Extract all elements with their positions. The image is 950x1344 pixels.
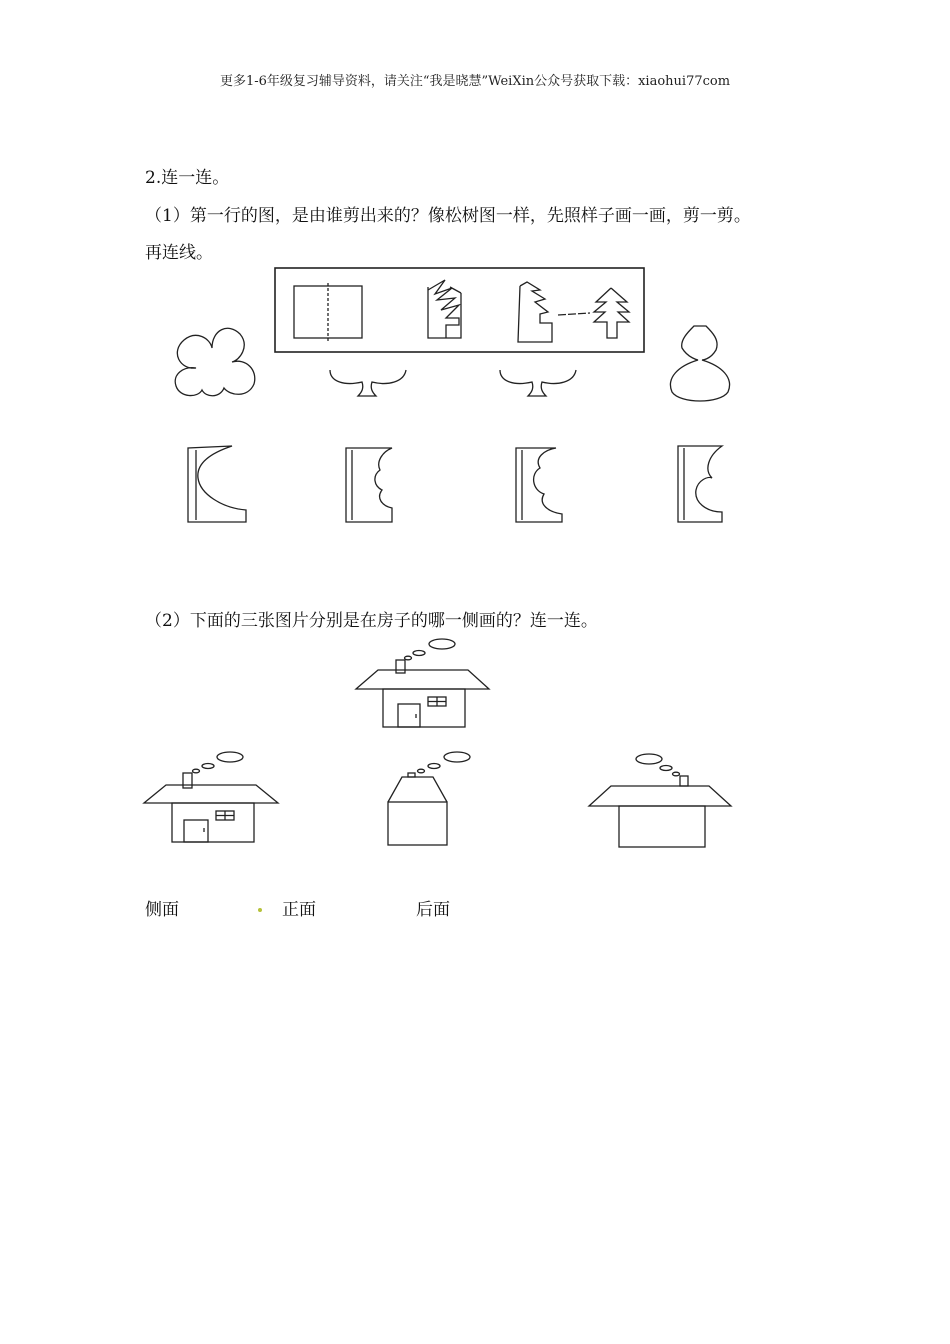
- page-header: 更多1-6年级复习辅导资料，请关注“我是晓慧”WeiXin公众号获取下载：xiaohui77com: [219, 74, 731, 89]
- question-1-line-1: （1）第一行的图，是由谁剪出来的？像松树图一样，先照样子画一画，剪一剪。: [145, 206, 751, 226]
- question-1-line-2: 再连线。: [145, 243, 213, 263]
- label-back: 后面: [416, 900, 450, 920]
- label-front: 正面: [282, 900, 316, 920]
- decorative-dot: [258, 908, 262, 912]
- section-title: 2.连一连。: [145, 168, 230, 188]
- label-side: 侧面: [145, 900, 179, 920]
- question-2: （2）下面的三张图片分别是在房子的哪一侧画的？连一连。: [145, 611, 598, 631]
